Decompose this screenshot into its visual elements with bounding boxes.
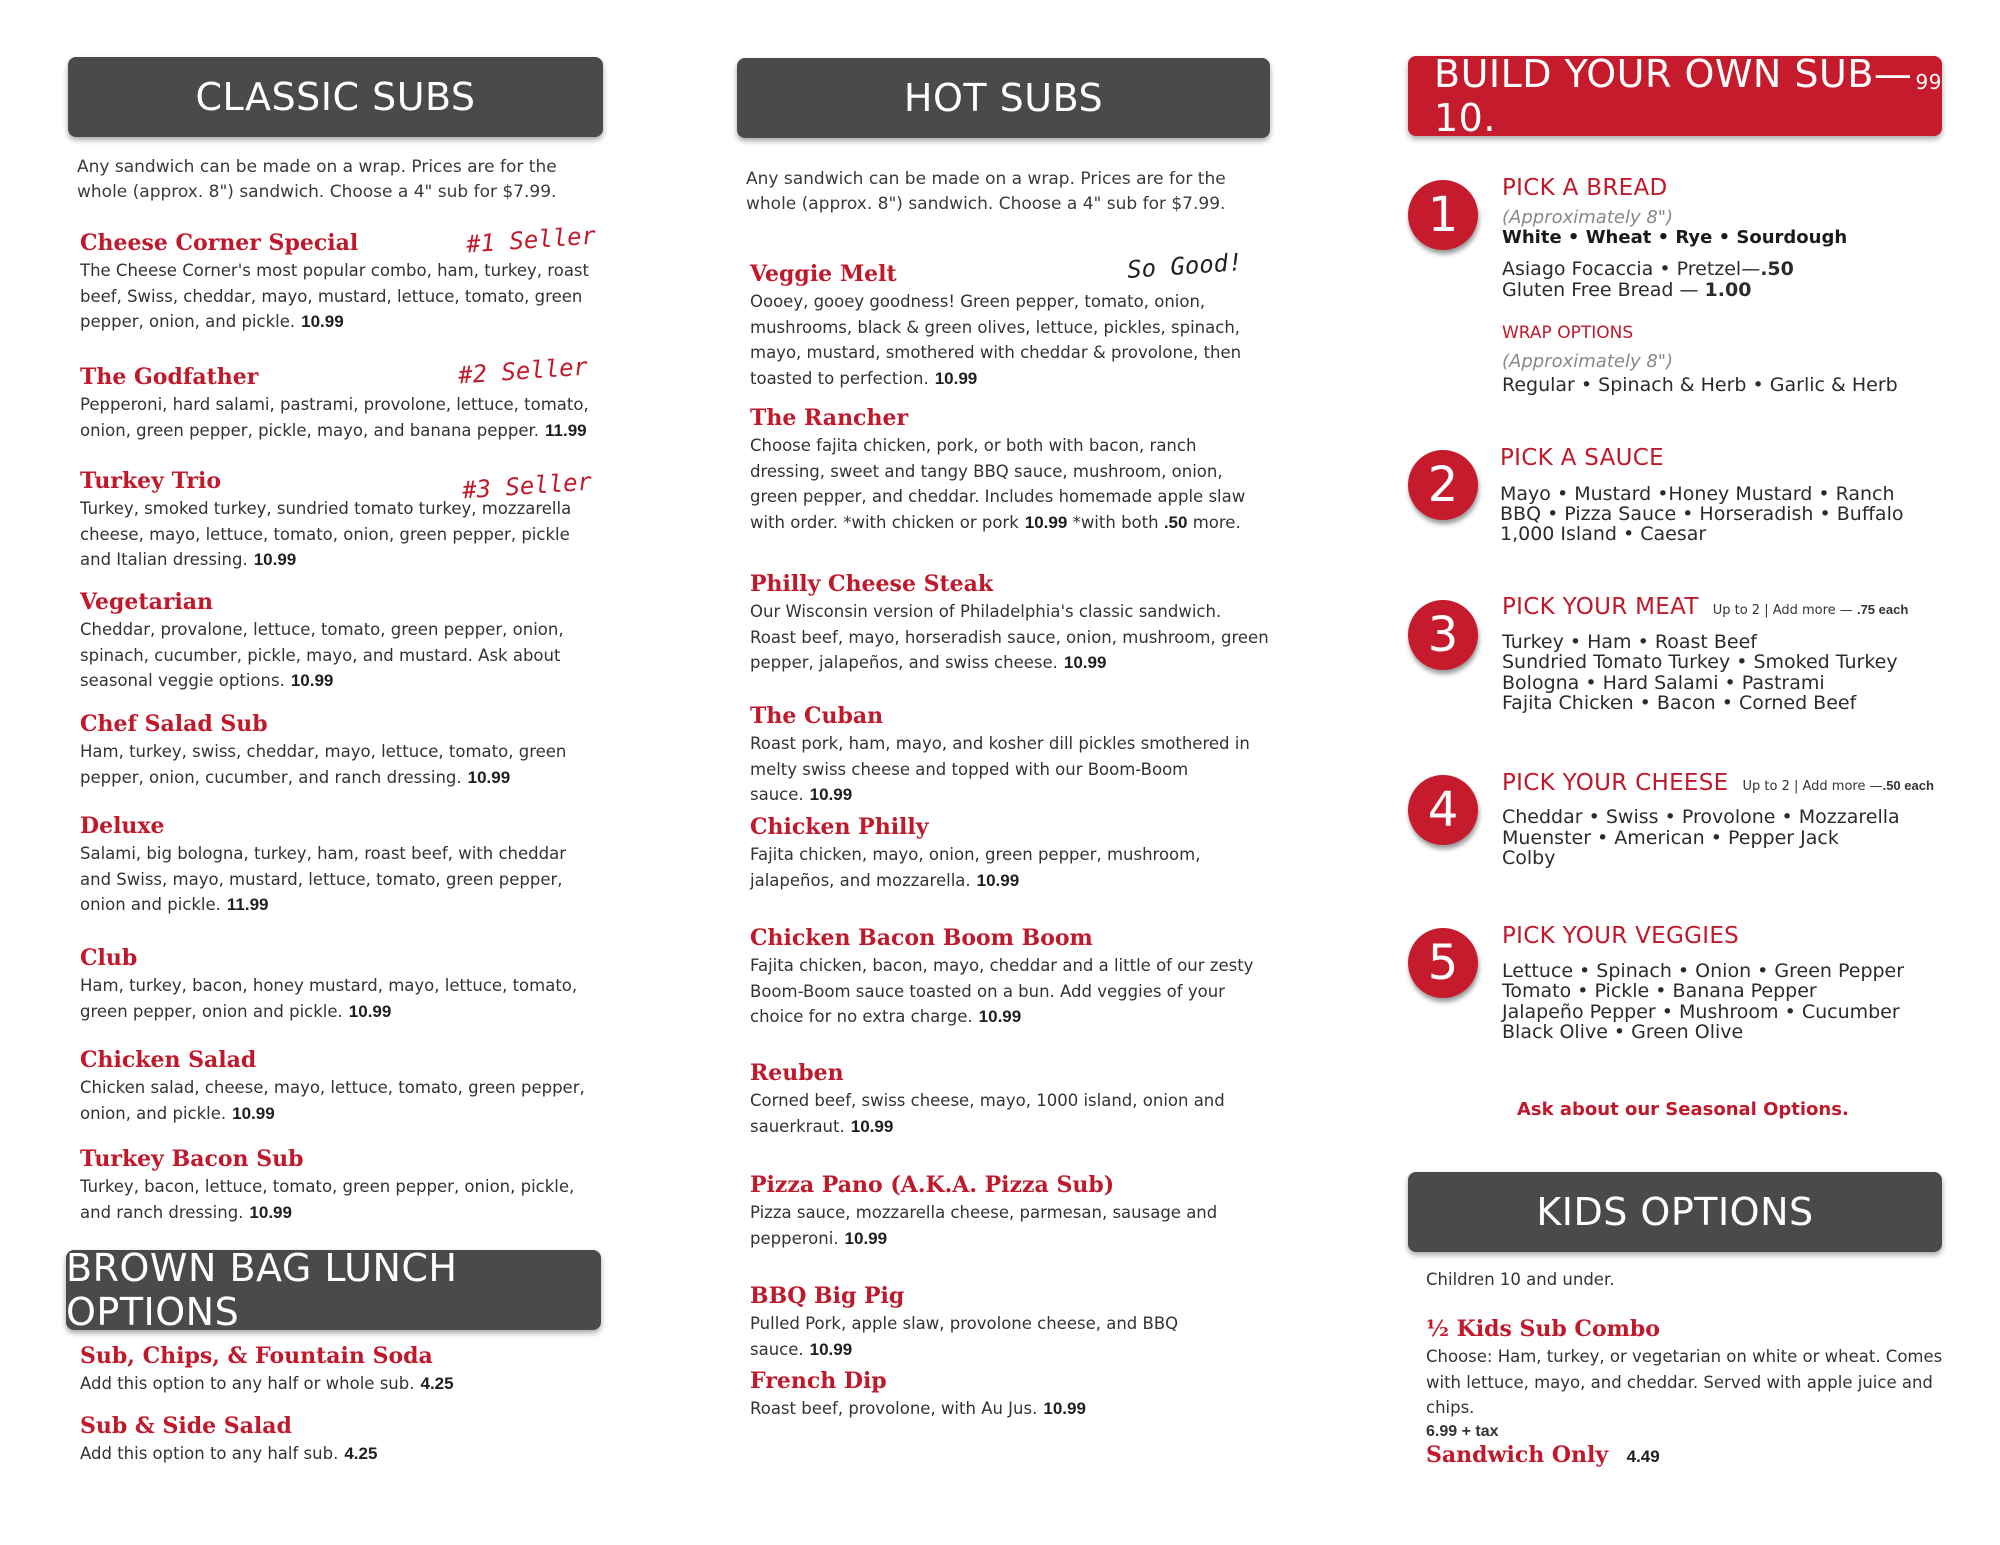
step-3-line-4: Fajita Chicken • Bacon • Corned Beef: [1502, 692, 1857, 714]
hot-item-8: [750, 1170, 1270, 1251]
classic-item-8: [80, 1045, 600, 1126]
hot-item-2: [750, 403, 1270, 535]
step-4-title: PICK YOUR CHEESE Up to 2 | Add more —.50 each: [1502, 770, 1934, 796]
item-desc: Fajita chicken, mayo, onion, green pepper, mushroom, jalapeños, and mozzarella.: [750, 845, 1201, 890]
item-price: 10.99: [809, 1339, 853, 1359]
step-1-specialty: Asiago Focaccia • Pretzel—.50: [1502, 258, 1794, 280]
item-desc: Add this option to any half or whole sub.: [80, 1374, 415, 1393]
wrap-options: Regular • Spinach & Herb • Garlic & Herb: [1502, 374, 1898, 396]
step-4-line-2: Muenster • American • Pepper Jack: [1502, 827, 1839, 849]
item-title: Philly Cheese Steak: [750, 571, 994, 597]
item-desc: Roast pork, ham, mayo, and kosher dill pickles smothered in melty swiss cheese and topped with our Boom-Boom sauce.: [750, 734, 1250, 804]
item-desc: Our Wisconsin version of Philadelphia's classic sandwich. Roast beef, mayo, horseradish sauce, onion, mushroom, green pepper, jalapeños, and swiss cheese.: [750, 602, 1269, 672]
step-5-line-2: Tomato • Pickle • Banana Pepper: [1502, 980, 1817, 1002]
item-price: 10.99: [850, 1116, 894, 1136]
seller-note-2: #2 Seller: [457, 352, 589, 390]
seasonal-note: Ask about our Seasonal Options.: [1517, 1099, 1849, 1120]
brown-bag-banner: [66, 1246, 601, 1334]
kids-banner: [1408, 1172, 1942, 1252]
hot-subs-banner: [737, 58, 1270, 138]
item-title: Club: [80, 945, 138, 971]
seller-note-3: #3 Seller: [461, 467, 593, 505]
item-title: Chicken Salad: [80, 1047, 257, 1073]
item-desc: Turkey, bacon, lettuce, tomato, green pepper, onion, pickle, and ranch dressing.: [80, 1177, 575, 1222]
item-desc: Ham, turkey, bacon, honey mustard, mayo, lettuce, tomato, green pepper, onion and pickle.: [80, 976, 578, 1021]
hot-item-4: [750, 701, 1270, 808]
seller-note-1: #1 Seller: [465, 221, 597, 259]
classic-item-7: [80, 943, 600, 1024]
item-price: 10.99: [232, 1103, 275, 1123]
classic-subs-title: CLASSIC SUBS: [195, 75, 476, 119]
item-desc: Salami, big bologna, turkey, ham, roast beef, with cheddar and Swiss, mayo, mustard, lettuce, tomato, green pepper, onion and pickle.: [80, 844, 566, 914]
item-title: French Dip: [750, 1368, 887, 1394]
step-2-line-2: BBQ • Pizza Sauce • Horseradish • Buffalo: [1500, 503, 1904, 525]
item-desc: Turkey, smoked turkey, sundried tomato turkey, mozzarella cheese, mayo, lettuce, tomato, onion, green pepper, pickle and Italian dressing.: [80, 499, 572, 569]
step-4-badge: 4: [1408, 775, 1478, 845]
step-1-approx: (Approximately 8"): [1502, 207, 1674, 228]
classic-item-6: [80, 811, 600, 918]
item-title: Chicken Bacon Boom Boom: [750, 925, 1093, 951]
step-4-line-3: Colby: [1502, 847, 1556, 869]
hot-item-9: [750, 1281, 1270, 1362]
item-price: 10.99: [467, 767, 511, 787]
kids-intro: Children 10 and under.: [1426, 1270, 1615, 1289]
step-2-line-3: 1,000 Island • Caesar: [1500, 523, 1707, 545]
item-desc: Choose fajita chicken, pork, or both with bacon, ranch dressing, sweet and tangy BBQ sauce, mushroom, onion, green pepper, and cheddar. Includes homemade apple slaw with order. *with chicken or pork: [750, 436, 1246, 532]
item-title: Chicken Philly: [750, 814, 929, 840]
step-1-gluten-free: Gluten Free Bread — 1.00: [1502, 279, 1752, 301]
item-desc: Chicken salad, cheese, mayo, lettuce, tomato, green pepper, onion, and pickle.: [80, 1078, 585, 1123]
item-price: 6.99 + tax: [1426, 1422, 1499, 1440]
item-price: 10.99: [1063, 653, 1107, 672]
classic-subs-banner: [68, 57, 603, 137]
item-price: 4.49: [1626, 1447, 1660, 1466]
hot-subs-title: HOT SUBS: [903, 76, 1104, 120]
step-3-note: Up to 2 | Add more — .75 each: [1712, 602, 1909, 618]
item-price: 11.99: [545, 420, 587, 440]
item-desc: Choose: Ham, turkey, or vegetarian on white or wheat. Comes with lettuce, mayo, and cheddar. Served with apple juice and chips.: [1426, 1347, 1943, 1417]
item-price: 10.99: [934, 368, 978, 388]
hot-item-5: [750, 812, 1270, 893]
wrap-options-title: WRAP OPTIONS: [1502, 323, 1634, 343]
classic-item-4: [80, 587, 600, 694]
item-title: Vegetarian: [80, 589, 214, 615]
hot-intro: Any sandwich can be made on a wrap. Prices are for the whole (approx. 8") sandwich. Choose a 4" sub for $7.99.: [746, 169, 1226, 214]
brown-bag-item-2: [80, 1411, 600, 1467]
item-title: The Godfather: [80, 364, 259, 390]
item-desc: Roast beef, provolone, with Au Jus.: [750, 1399, 1038, 1418]
step-1-badge: 1: [1408, 180, 1478, 250]
step-1-title: PICK A BREAD: [1502, 175, 1668, 201]
item-extra-price: .50: [1163, 512, 1188, 532]
step-5-badge: 5: [1408, 928, 1478, 998]
item-extra-pre: *with both: [1072, 512, 1159, 532]
item-title: The Rancher: [750, 405, 909, 431]
classic-intro: Any sandwich can be made on a wrap. Prices are for the whole (approx. 8") sandwich. Choose a 4" sub for $7.99.: [77, 157, 557, 202]
step-5-line-3: Jalapeño Pepper • Mushroom • Cucumber: [1502, 1001, 1900, 1023]
classic-item-5: [80, 709, 600, 790]
item-price: 10.99: [348, 1001, 392, 1021]
classic-item-9: [80, 1144, 600, 1225]
step-3-line-3: Bologna • Hard Salami • Pastrami: [1502, 672, 1825, 694]
item-desc: Add this option to any half sub.: [80, 1444, 339, 1463]
step-3-line-2: Sundried Tomato Turkey • Smoked Turkey: [1502, 651, 1898, 673]
item-price: 4.25: [344, 1444, 378, 1463]
byo-title-cents: 99: [1915, 70, 1942, 94]
item-desc: Oooey, gooey goodness! Green pepper, tomato, onion, mushrooms, black & green olives, lettuce, pickles, spinach, mayo, mustard, smothered with cheddar & provolone, then toasted to perfection.: [750, 292, 1242, 388]
hot-item-10: [750, 1366, 1270, 1422]
item-price: 10.99: [290, 671, 334, 690]
step-5-line-4: Black Olive • Green Olive: [1502, 1021, 1744, 1043]
step-4-line-1: Cheddar • Swiss • Provolone • Mozzarella: [1502, 806, 1900, 828]
item-title: Sub, Chips, & Fountain Soda: [80, 1343, 433, 1369]
hot-item-6: [750, 923, 1270, 1030]
step-5-title: PICK YOUR VEGGIES: [1502, 923, 1740, 949]
brown-bag-item-1: [80, 1341, 600, 1397]
item-price: 11.99: [226, 895, 269, 914]
step-4-note: Up to 2 | Add more —.50 each: [1742, 778, 1934, 794]
item-price: 10.99: [1024, 512, 1068, 532]
kids-sandwich-only: [1426, 1440, 1946, 1470]
item-title: Chef Salad Sub: [80, 711, 268, 737]
item-title: Sub & Side Salad: [80, 1413, 292, 1439]
item-title: Turkey Trio: [80, 468, 222, 494]
step-2-title: PICK A SAUCE: [1500, 445, 1664, 471]
so-good-note: So Good!: [1126, 248, 1244, 284]
item-desc: Pizza sauce, mozzarella cheese, parmesan, sausage and pepperoni.: [750, 1203, 1218, 1248]
kids-combo: [1426, 1314, 1946, 1443]
step-3-title: PICK YOUR MEAT Up to 2 | Add more — .75 each: [1502, 594, 1909, 620]
hot-item-3: [750, 569, 1270, 676]
byo-title: BUILD YOUR OWN SUB—10.: [1434, 52, 1913, 140]
item-price: 10.99: [844, 1228, 888, 1248]
wrap-approx: (Approximately 8"): [1502, 351, 1674, 372]
byo-banner: [1408, 52, 1942, 140]
step-5-line-1: Lettuce • Spinach • Onion • Green Pepper: [1502, 960, 1905, 982]
item-title: BBQ Big Pig: [750, 1283, 905, 1309]
item-price: 10.99: [301, 312, 344, 331]
item-title: Turkey Bacon Sub: [80, 1146, 304, 1172]
kids-title: KIDS OPTIONS: [1536, 1190, 1814, 1234]
item-price: 10.99: [249, 1202, 292, 1222]
item-desc: Cheddar, provalone, lettuce, tomato, green pepper, onion, spinach, cucumber, pickle, mayo, and mustard. Ask about seasonal veggie options.: [80, 620, 564, 690]
item-price: 10.99: [976, 870, 1020, 890]
item-title: The Cuban: [750, 703, 884, 729]
item-desc: Pepperoni, hard salami, pastrami, provolone, lettuce, tomato, onion, green pepper, pickle, mayo, and banana pepper.: [80, 395, 589, 440]
step-3-badge: 3: [1408, 600, 1478, 670]
item-extra-post: more.: [1192, 512, 1241, 532]
item-desc: Corned beef, swiss cheese, mayo, 1000 island, onion and sauerkraut.: [750, 1091, 1225, 1136]
item-price: 10.99: [978, 1007, 1022, 1026]
item-title: Cheese Corner Special: [80, 230, 359, 256]
item-price: 4.25: [420, 1374, 454, 1393]
item-desc: Pulled Pork, apple slaw, provolone cheese, and BBQ sauce.: [750, 1314, 1179, 1359]
item-title: Reuben: [750, 1060, 844, 1086]
brown-bag-title: BROWN BAG LUNCH OPTIONS: [66, 1246, 458, 1334]
item-title: Sandwich Only: [1426, 1442, 1609, 1468]
item-desc: Fajita chicken, bacon, mayo, cheddar and a little of our zesty Boom-Boom sauce toasted on a bun. Add veggies of your choice for no extra charge.: [750, 956, 1254, 1026]
step-3-line-1: Turkey • Ham • Roast Beef: [1502, 631, 1757, 653]
item-price: 10.99: [809, 785, 853, 804]
item-title: Pizza Pano (A.K.A. Pizza Sub): [750, 1172, 1115, 1198]
item-title: ½ Kids Sub Combo: [1426, 1316, 1660, 1342]
item-desc: The Cheese Corner's most popular combo, ham, turkey, roast beef, Swiss, cheddar, mayo, mustard, lettuce, tomato, green pepper, onion, and pickle.: [80, 261, 589, 331]
item-price: 10.99: [1043, 1399, 1086, 1418]
item-price: 10.99: [253, 550, 297, 569]
step-2-line-1: Mayo • Mustard •Honey Mustard • Ranch: [1500, 483, 1895, 505]
item-desc: Ham, turkey, swiss, cheddar, mayo, lettuce, tomato, green pepper, onion, cucumber, and ranch dressing.: [80, 742, 567, 787]
step-1-breads: White • Wheat • Rye • Sourdough: [1502, 227, 1848, 248]
hot-item-7: [750, 1058, 1270, 1139]
item-title: Veggie Melt: [750, 261, 897, 287]
item-title: Deluxe: [80, 813, 165, 839]
step-2-badge: 2: [1408, 450, 1478, 520]
